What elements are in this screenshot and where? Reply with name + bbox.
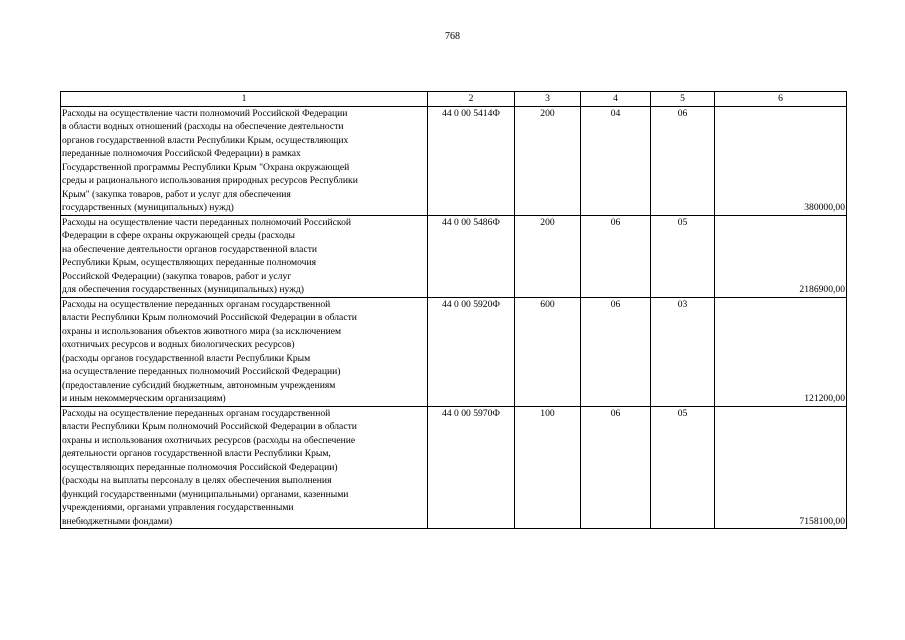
page-number: 768: [445, 31, 460, 42]
column-header-3: 3: [515, 92, 581, 107]
row-subsection: 05: [651, 215, 715, 297]
row-description: Расходы на осуществление переданных органам государственной власти Республики Крым полномочий Российской Федерации в области охраны и использования объектов животного мира (за исключением охотничьих ресурсов и водных биологических ресурсов) (расходы органов государственной власти Республики Крым на осуществление переданных полномочий Российской Федерации) (предоставление субсидий бюджетным, автономным учреждениям и иным некоммерческим организациям): [61, 297, 428, 406]
column-header-2: 2: [428, 92, 515, 107]
row-subsection: 06: [651, 106, 715, 215]
row-amount: 7158100,00: [715, 406, 847, 529]
row-amount: 121200,00: [715, 297, 847, 406]
row-subsection: 05: [651, 406, 715, 529]
row-subsection: 03: [651, 297, 715, 406]
column-header-1: 1: [61, 92, 428, 107]
row-target-code: 44 0 00 5920Ф: [428, 297, 515, 406]
row-target-code: 44 0 00 5486Ф: [428, 215, 515, 297]
table-header-row: [61, 92, 847, 107]
column-header-5: 5: [651, 92, 715, 107]
column-header-6: 6: [715, 92, 847, 107]
row-expense-type: 200: [515, 215, 581, 297]
row-amount: 2186900,00: [715, 215, 847, 297]
budget-table: [60, 91, 847, 529]
row-description: Расходы на осуществление переданных органам государственной власти Республики Крым полномочий Российской Федерации в области охраны и использования охотничьих ресурсов (расходы на обеспечение деятельности органов государственной власти Республики Крым, осуществляющих переданные полномочия Российской Федерации) (расходы на выплаты персоналу в целях обеспечения выполнения функций государственными (муниципальными) органами, казенными учреждениями, органами управления государственными внебюджетными фондами): [61, 406, 428, 529]
row-target-code: 44 0 00 5414Ф: [428, 106, 515, 215]
row-description: Расходы на осуществление части полномочий Российской Федерации в области водных отношений (расходы на обеспечение деятельности органов государственной власти Республики Крым, осуществляющих переданные полномочия Российской Федерации) в рамках Государственной программы Республики Крым "Охрана окружающей среды и рационального использования природных ресурсов Республики Крым" (закупка товаров, работ и услуг для обеспечения государственных (муниципальных) нужд): [61, 106, 428, 215]
table-row: [61, 406, 847, 529]
row-section: 06: [581, 406, 651, 529]
row-section: 04: [581, 106, 651, 215]
table-row: [61, 297, 847, 406]
table-row: [61, 106, 847, 215]
row-description: Расходы на осуществление части переданных полномочий Российской Федерации в сфере охраны окружающей среды (расходы на обеспечение деятельности органов государственной власти Республики Крым, осуществляющих переданные полномочия Российской Федерации) (закупка товаров, работ и услуг для обеспечения государственных (муниципальных) нужд): [61, 215, 428, 297]
row-expense-type: 200: [515, 106, 581, 215]
row-target-code: 44 0 00 5970Ф: [428, 406, 515, 529]
table-row: [61, 215, 847, 297]
row-expense-type: 100: [515, 406, 581, 529]
column-header-4: 4: [581, 92, 651, 107]
row-section: 06: [581, 297, 651, 406]
row-section: 06: [581, 215, 651, 297]
row-amount: 380000,00: [715, 106, 847, 215]
row-expense-type: 600: [515, 297, 581, 406]
